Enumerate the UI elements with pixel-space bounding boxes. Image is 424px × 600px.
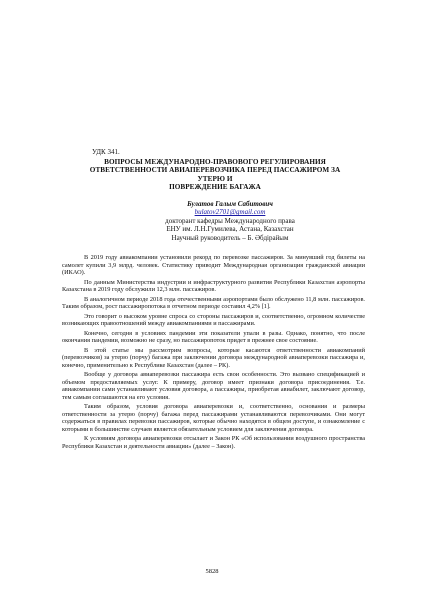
- paragraph: По данным Министерства индустрии и инфраструктурного развития Республики Казахстан аэропорты Казахстана в 2019 году обслужили 12,3 млн. пассажиров.: [62, 278, 365, 294]
- title-line-2: ОТВЕТСТВЕННОСТИ АВИАПЕРЕВОЗЧИКА ПЕРЕД ПАССАЖИРОМ ЗА УТЕРЮ И: [89, 166, 341, 183]
- article-body: [62, 254, 365, 452]
- paragraph: В 2019 году авиакомпании установили рекорд по перевозке пассажиров. За минувший год билеты на самолет купили 3,9 млрд. человек. Статистику приводит Международная организация гражданской авиации (ИКАО).: [62, 254, 365, 277]
- paragraph: Конечно, сегодня в условиях пандемии эти показатели упали в разы. Однако, понятно, что после окончания пандемии, возможно не сразу, но пассажиропоток придет в прежнее свое состояние.: [62, 329, 365, 345]
- paragraph: Таким образом, условия договора авиаперевозки и, соответственно, основания и размеры ответственности за утерю (порчу) багажа перед пассажирами устанавливаются перевозчиками. Они могут содержаться в правилах перевозки пассажиров, которые обычно находятся в общем доступе, и ознакомление с которыми в большинстве случаев является обязательным условием для заключения договора.: [62, 403, 365, 434]
- article-title: [80, 158, 350, 192]
- title-line-3: ПОВРЕЖДЕНИЕ БАГАЖА: [169, 183, 261, 192]
- page-number: 5828: [205, 568, 219, 575]
- paragraph: Это говорит о высоком уровне спроса со стороны пассажиров и, соответственно, огромном количестве возникающих правоотношений между авиакомпаниями и пассажирами.: [62, 312, 365, 328]
- udc-code: УДК 341.: [92, 148, 120, 156]
- author-position: докторант кафедры Международного права: [165, 216, 295, 225]
- title-line-1: ВОПРОСЫ МЕЖДУНАРОДНО-ПРАВОВОГО РЕГУЛИРОВАНИЯ: [104, 158, 326, 166]
- author-affiliation: ЕНУ им. Л.Н.Гумилева, Астана, Казахстан: [166, 225, 294, 234]
- author-email-link[interactable]: bulatov2701@gmail.com: [194, 208, 266, 217]
- paragraph: К условиям договора авиаперевозки отсылает и Закон РК «Об использовании воздушного пространства Республики Казахстан и деятельности авиации» (далее – Закон).: [62, 435, 365, 451]
- author-name: Булатов Галым Сабитович: [187, 200, 273, 208]
- paragraph: Вообще у договора авиаперевозки пассажира есть свои особенности. Это вызвано спецификацией и объемом предоставляемых услуг. К примеру, договор имеет признаки договора присоединения. Т.е. авиакомпании сами устанавливают условия договора, а пассажиры, приобретая авиабилет, заключают договор, тем самым соглашаются на его условия.: [62, 371, 365, 401]
- author-block: [150, 200, 310, 242]
- paragraph: В этой статье мы рассмотрим вопросы, которые касаются ответственности авиакомпаний (перевозчиков) за утерю (порчу) багажа при заключении договора международной авиаперевозки пассажира и, конечно, применительно к Республике Казахстан (далее – РК).: [62, 346, 365, 369]
- paragraph: В аналогичном периоде 2018 года отечественными аэропортами было обслужено 11,8 млн. пассажиров. Таким образом, рост пассажиропотока в отчетном периоде составил 4,2% [1].: [62, 295, 365, 311]
- scientific-supervisor: Научный руководитель – Б. Әбдірайым: [171, 233, 289, 242]
